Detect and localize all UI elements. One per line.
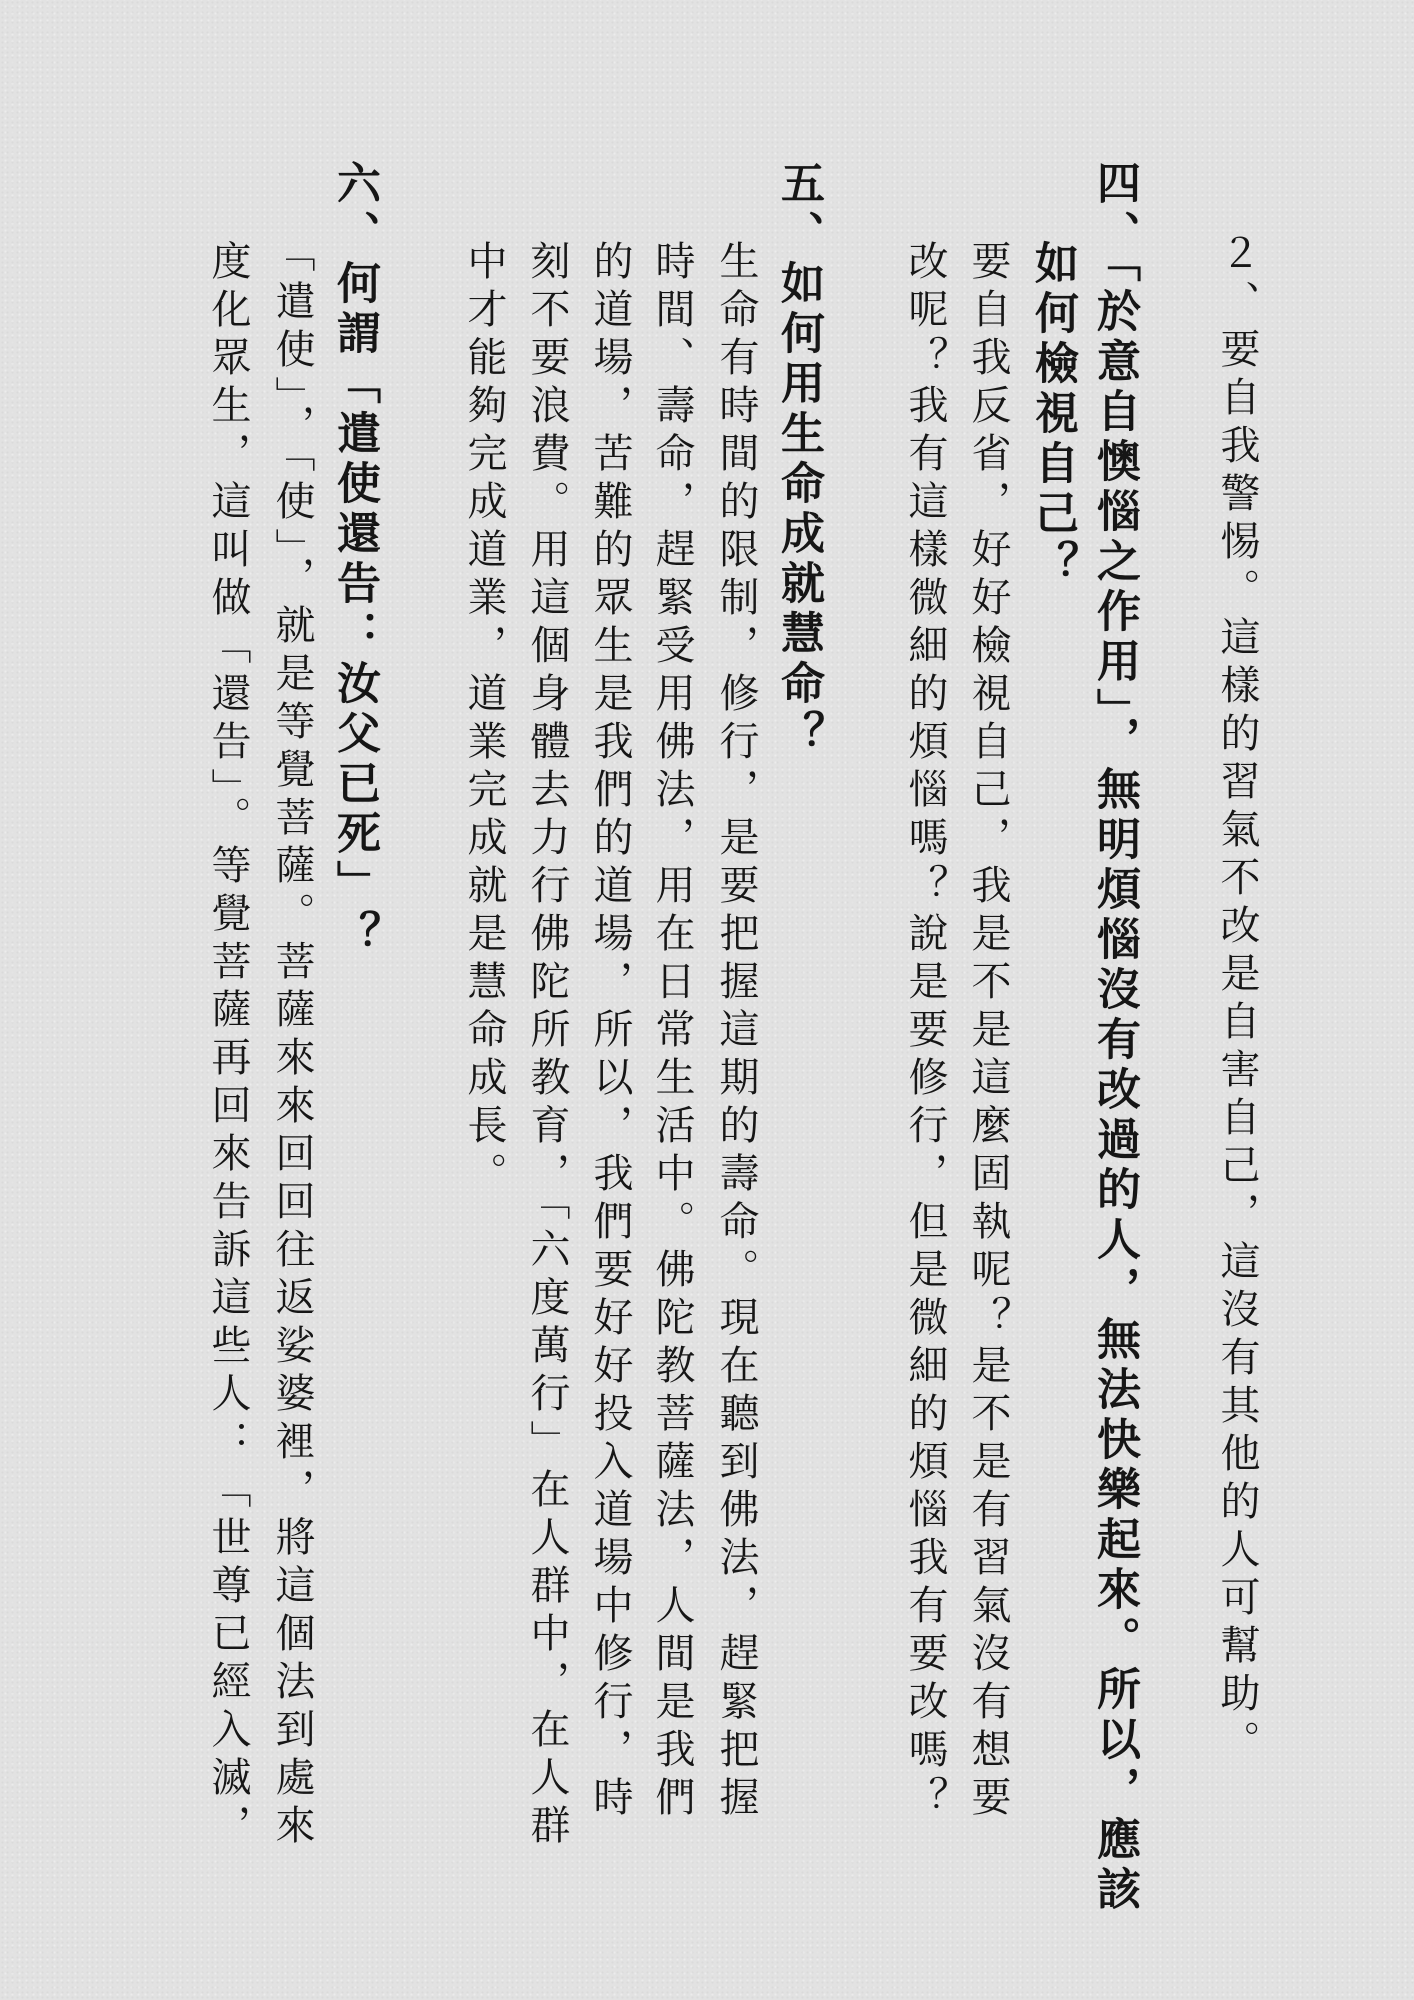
text-column-8: 時間、壽命，趕緊受用佛法，用在日常生活中。佛陀教菩薩法，人間是我們 — [649, 240, 695, 1824]
text-column-7: 生命有時間的限制，修行，是要把握這期的壽命。現在聽到佛法，趕緊把握 — [713, 240, 759, 1824]
text-column-1: ２、要自我警惕。這樣的習氣不改是自害自己，這沒有其他的人可幫助。 — [1214, 232, 1260, 1768]
text-column-11: 中才能夠完成道業，道業完成就是慧命成長。 — [461, 240, 507, 1200]
text-column-13: 「遣使」，「使」，就是等覺菩薩。菩薩來來回回往返娑婆裡，將這個法到處來 — [269, 232, 315, 1852]
section-6-heading: 六、何謂「遣使還告：汝父已死」？ — [329, 160, 380, 960]
text-column-9: 的道場，苦難的眾生是我們的道場，所以，我們要好好投入道場中修行，時 — [587, 240, 633, 1824]
text-column-10: 刻不要浪費。用這個身體去力行佛陀所教育，「六度萬行」在人群中，在人群 — [524, 240, 570, 1852]
text-column-14: 度化眾生，這叫做「還告」。等覺菩薩再回來告訴這些人：「世尊已經入滅， — [205, 240, 251, 1852]
text-column-5: 改呢？我有這樣微細的煩惱嗎？說是要修行，但是微細的煩惱我有要改嗎？ — [902, 240, 948, 1824]
section-4-heading-cont: 如何檢視自己？ — [1027, 240, 1078, 590]
section-5-heading: 五、如何用生命成就慧命？ — [773, 160, 824, 760]
text-column-4: 要自我反省，好好檢視自己，我是不是這麼固執呢？是不是有習氣沒有想要 — [965, 240, 1011, 1824]
section-4-heading: 四、「於意自懊惱之作用」，無明煩惱沒有改過的人，無法快樂起來。所以，應該 — [1089, 160, 1140, 1916]
